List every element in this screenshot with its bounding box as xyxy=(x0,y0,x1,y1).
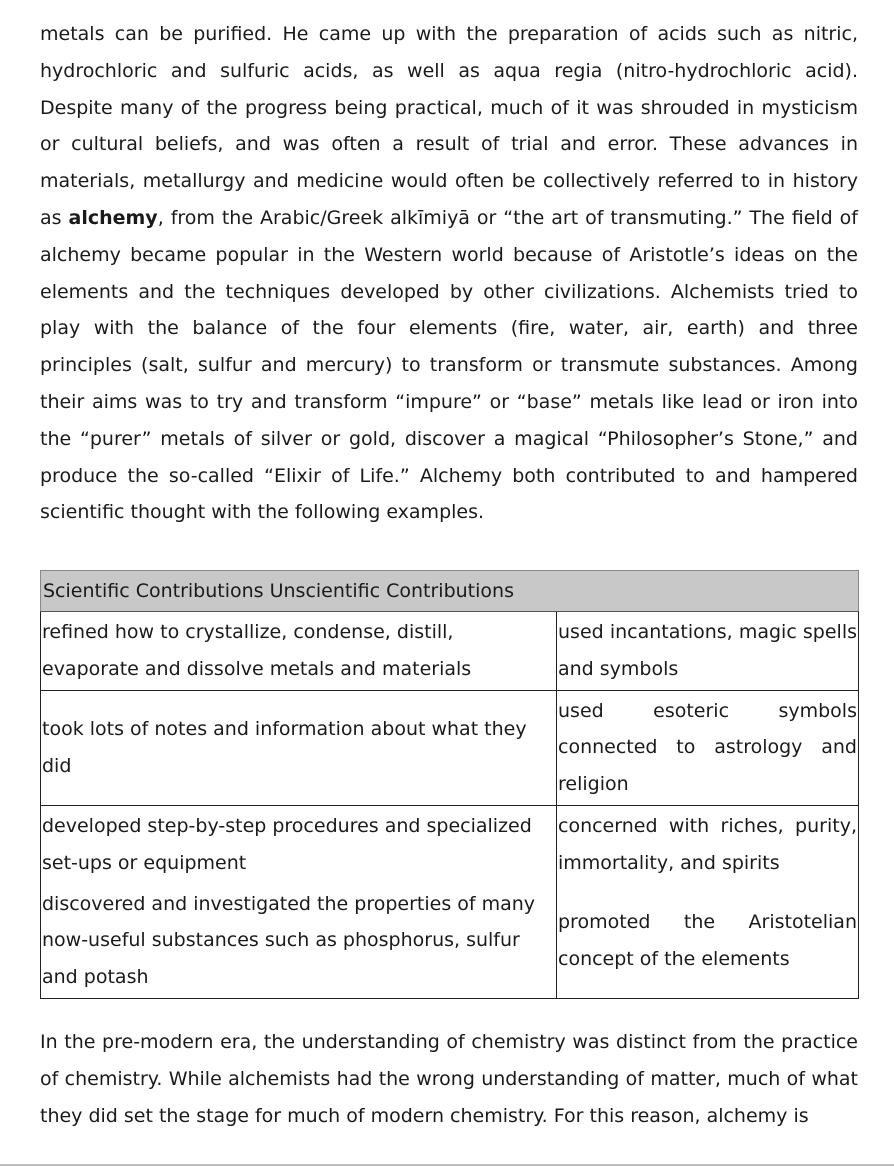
table-row xyxy=(41,805,859,883)
outro-paragraph: In the pre-modern era, the understanding of chemistry was distinct from the practice of chemistry. While alchemists had the wrong understanding of matter, much of what they did set the stage for much of modern chemistry. For this reason, alchemy is xyxy=(40,1031,858,1127)
unscientific-cell: used esoteric symbols connected to astrology and religion xyxy=(557,690,859,805)
contributions-table xyxy=(40,570,859,999)
table-header: Scientific Contributions Unscientific Contributions xyxy=(41,571,859,612)
scientific-cell: discovered and investigated the properties of many now-useful substances such as phosphorus, sulfur and potash xyxy=(41,884,557,999)
unscientific-cell: promoted the Aristotelian concept of the elements xyxy=(557,884,859,999)
unscientific-cell: used incantations, magic spells and symbols xyxy=(557,612,859,691)
intro-text-start: metals can be purified. He came up with the preparation of acids such as nitric, hydrochloric and sulfuric acids, as well as aqua regia (nitro-hydrochloric acid). Despite many of the progress being practical, much of it was shrouded in mysticism or cultural beliefs, and was often a result of trial and error. These advances in materials, metallurgy and medicine would often be collectively referred to in history as xyxy=(40,23,858,229)
scientific-cell: took lots of notes and information about what they did xyxy=(41,690,557,805)
intro-paragraph xyxy=(40,16,858,531)
table-row xyxy=(41,612,859,691)
table-header-row xyxy=(41,571,859,612)
table-row xyxy=(41,884,859,999)
table-row xyxy=(41,690,859,805)
alchemy-term: alchemy xyxy=(68,206,158,229)
scientific-cell: refined how to crystallize, condense, distill, evaporate and dissolve metals and materials xyxy=(41,612,557,691)
intro-text-end: , from the Arabic/Greek alkīmiyā or “the art of transmuting.” The field of alchemy became popular in the Western world because of Aristotle’s ideas on the elements and the techniques developed by other civilizations. Alchemists tried to play with the balance of the four elements (fire, water, air, earth) and three principles (salt, sulfur and mercury) to transform or transmute substances. Among their aims was to try and transform “impure” or “base” metals like lead or iron into the “purer” metals of silver or gold, discover a magical “Philosopher’s Stone,” and produce the so-called “Elixir of Life.” Alchemy both contributed to and hampered scientific thought with the following examples. xyxy=(40,206,858,524)
scientific-cell: developed step-by-step procedures and specialized set-ups or equipment xyxy=(41,805,557,883)
unscientific-cell: concerned with riches, purity, immortality, and spirits xyxy=(557,805,859,883)
